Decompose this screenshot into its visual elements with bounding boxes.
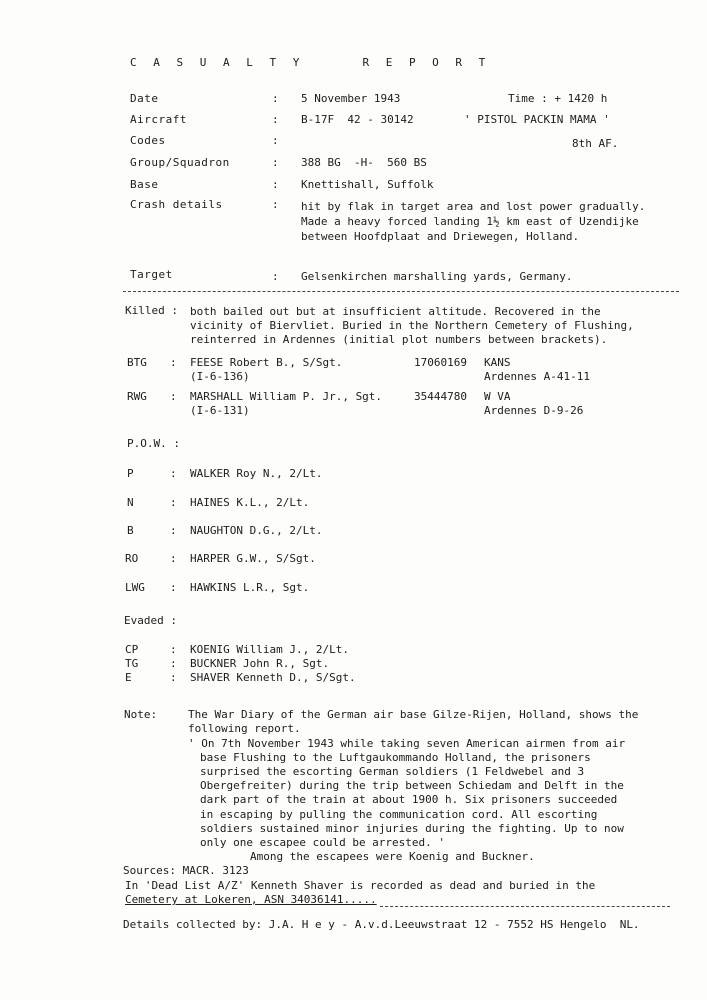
group-value: 388 BG -H- 560 BS bbox=[301, 156, 427, 169]
pow-label: P.O.W. : bbox=[127, 437, 180, 450]
aircraft-value: B-17F 42 - 30142 bbox=[301, 113, 414, 126]
killed-text-line: reinterred in Ardennes (initial plot numbers between brackets). bbox=[190, 333, 608, 346]
crew-state: W VA bbox=[484, 390, 511, 403]
killed-text-line: both bailed out but at insufficient altitude. Recovered in the bbox=[190, 305, 601, 318]
sources-line: Cemetery at Lokeren, ASN 34036141..... bbox=[125, 893, 377, 906]
note-line: Among the escapees were Koenig and Buckner. bbox=[250, 850, 535, 863]
crew-name: MARSHALL William P. Jr., Sgt. bbox=[190, 390, 383, 403]
crew-position: B bbox=[127, 524, 134, 537]
report-title: C A S U A L T Y R E P O R T bbox=[130, 56, 491, 69]
crew-position: N bbox=[127, 496, 134, 509]
target-value: Gelsenkirchen marshalling yards, Germany. bbox=[301, 270, 573, 283]
note-line: base Flushing to the Luftgaukommando Holland, the prisoners bbox=[200, 751, 591, 764]
crew-position: BTG bbox=[127, 356, 147, 369]
colon: : bbox=[272, 92, 279, 105]
crew-name: HAWKINS L.R., Sgt. bbox=[190, 581, 310, 594]
note-line: ' On 7th November 1943 while taking seven American airmen from air bbox=[188, 737, 626, 750]
colon: : bbox=[272, 270, 279, 283]
crew-name: NAUGHTON D.G., 2/Lt. bbox=[190, 524, 323, 537]
divider bbox=[123, 291, 679, 292]
date-label: Date bbox=[130, 92, 159, 105]
note-line: The War Diary of the German air base Gilze-Rijen, Holland, shows the bbox=[188, 708, 639, 721]
colon: : bbox=[170, 524, 177, 537]
sources-line: In 'Dead List A/Z' Kenneth Shaver is recorded as dead and buried in the bbox=[125, 879, 596, 892]
crew-position: E bbox=[125, 671, 132, 684]
base-label: Base bbox=[130, 178, 159, 191]
colon: : bbox=[272, 178, 279, 191]
crew-grave: Ardennes D-9-26 bbox=[484, 404, 584, 417]
crew-name: HARPER G.W., S/Sgt. bbox=[190, 552, 316, 565]
note-line: soldiers sustained minor injuries during the fighting. Up to now bbox=[200, 822, 624, 835]
crew-position: LWG bbox=[125, 581, 145, 594]
evaded-label: Evaded : bbox=[124, 614, 177, 627]
crew-grave: Ardennes A-41-11 bbox=[484, 370, 590, 383]
note-line: only one escapee could be arrested. ' bbox=[200, 836, 446, 849]
crew-state: KANS bbox=[484, 356, 511, 369]
crew-position: CP bbox=[125, 643, 139, 656]
crew-position: RO bbox=[125, 552, 139, 565]
divider bbox=[380, 906, 670, 907]
group-label: Group/Squadron bbox=[130, 156, 230, 169]
colon: : bbox=[170, 581, 177, 594]
colon: : bbox=[170, 552, 177, 565]
sources-line: Sources: MACR. 3123 bbox=[123, 864, 249, 877]
note-label: Note: bbox=[124, 708, 158, 721]
colon: : bbox=[170, 467, 177, 480]
crew-name: WALKER Roy N., 2/Lt. bbox=[190, 467, 323, 480]
target-label: Target bbox=[130, 268, 173, 281]
colon: : bbox=[170, 390, 177, 403]
crash-line: between Hoofdplaat and Driewegen, Holland. bbox=[301, 230, 580, 243]
crash-label: Crash details bbox=[130, 198, 223, 211]
base-value: Knettishall, Suffolk bbox=[301, 178, 434, 191]
note-line: following report. bbox=[188, 722, 301, 735]
killed-label: Killed : bbox=[125, 304, 178, 317]
time-value: Time : + 1420 h bbox=[508, 92, 608, 105]
aircraft-nickname: ' PISTOL PACKIN MAMA ' bbox=[464, 113, 610, 126]
killed-text-line: vicinity of Biervliet. Buried in the Northern Cemetery of Flushing, bbox=[190, 319, 634, 332]
codes-label: Codes bbox=[130, 134, 166, 147]
aircraft-label: Aircraft bbox=[130, 113, 187, 126]
crash-line: hit by flak in target area and lost power gradually. bbox=[301, 200, 646, 213]
crew-plot: (I-6-136) bbox=[190, 370, 250, 383]
crew-position: P bbox=[127, 467, 134, 480]
crew-serial: 35444780 bbox=[414, 390, 467, 403]
codes-value: 8th AF. bbox=[572, 137, 619, 150]
colon: : bbox=[170, 496, 177, 509]
note-line: Obergefreiter) during the trip between Schiedam and Delft in the bbox=[200, 779, 624, 792]
crew-name: KOENIG William J., 2/Lt. bbox=[190, 643, 349, 656]
crew-position: TG bbox=[125, 657, 139, 670]
note-line: in escaping by pulling the communication cord. All escorting bbox=[200, 808, 598, 821]
crew-serial: 17060169 bbox=[414, 356, 467, 369]
crew-position: RWG bbox=[127, 390, 147, 403]
colon: : bbox=[170, 356, 177, 369]
colon: : bbox=[272, 134, 279, 147]
colon: : bbox=[272, 156, 279, 169]
crash-line: Made a heavy forced landing 1½ km east of Uzendijke bbox=[301, 215, 639, 228]
colon: : bbox=[272, 113, 279, 126]
colon: : bbox=[170, 657, 177, 670]
colon: : bbox=[170, 671, 177, 684]
crew-plot: (I-6-131) bbox=[190, 404, 250, 417]
note-line: dark part of the train at about 1900 h. Six prisoners succeeded bbox=[200, 793, 618, 806]
note-line: surprised the escorting German soldiers (1 Feldwebel and 3 bbox=[200, 765, 585, 778]
date-value: 5 November 1943 bbox=[301, 92, 401, 105]
crew-name: BUCKNER John R., Sgt. bbox=[190, 657, 330, 670]
colon: : bbox=[170, 643, 177, 656]
details-collected-by: Details collected by: J.A. H e y - A.v.d.Leeuwstraat 12 - 7552 HS Hengelo NL. bbox=[123, 918, 640, 931]
crew-name: FEESE Robert B., S/Sgt. bbox=[190, 356, 343, 369]
crew-name: HAINES K.L., 2/Lt. bbox=[190, 496, 310, 509]
crew-name: SHAVER Kenneth D., S/Sgt. bbox=[190, 671, 356, 684]
colon: : bbox=[272, 198, 279, 211]
